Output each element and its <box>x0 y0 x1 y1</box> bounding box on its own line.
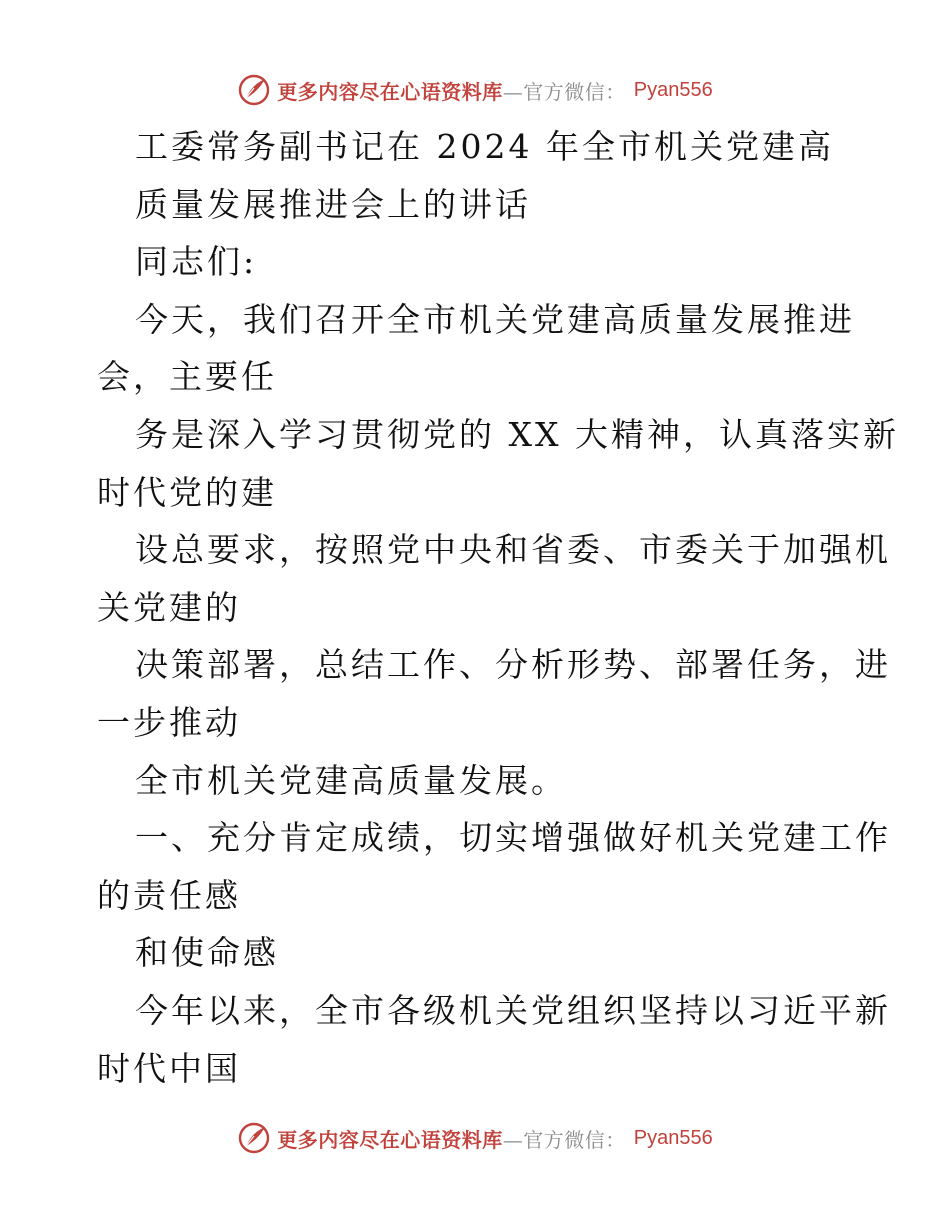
feather-pen-logo-icon <box>237 73 271 107</box>
paragraph-line: 时代中国 <box>97 1048 241 1088</box>
paragraph-line: 设总要求，按照党中央和省委、市委关于加强机 <box>135 530 891 570</box>
section-heading-line: 一、充分肯定成绩，切实增强做好机关党建工作 <box>135 818 891 858</box>
paragraph-line: 会，主要任 <box>97 357 277 397</box>
paragraph-line: 全市机关党建高质量发展。 <box>135 760 567 800</box>
title-line-2: 质量发展推进会上的讲话 <box>135 184 531 224</box>
title-line-1: 工委常务副书记在 2024 年全市机关党建高 <box>135 127 834 166</box>
paragraph-line: 今年以来，全市各级机关党组织坚持以习近平新 <box>135 990 891 1030</box>
section-heading-line: 和使命感 <box>135 933 279 973</box>
watermark-site-name: 更多内容尽在心语资料库 <box>277 79 503 104</box>
watermark-site-name: 更多内容尽在心语资料库 <box>277 1127 503 1152</box>
watermark-wechat-id: Pyan556 <box>633 78 713 101</box>
watermark-wechat-label: —官方微信： <box>502 1127 626 1152</box>
paragraph-line: 今天，我们召开全市机关党建高质量发展推进 <box>135 299 855 339</box>
salutation: 同志们: <box>135 242 258 282</box>
watermark-wechat-id: Pyan556 <box>633 1126 713 1149</box>
document-body <box>97 118 899 1097</box>
watermark-text <box>277 1124 626 1153</box>
paragraph-line: 关党建的 <box>97 587 241 627</box>
paragraph-line: 决策部署，总结工作、分析形势、部署任务，进 <box>135 645 891 685</box>
watermark-text <box>277 76 626 105</box>
header-watermark <box>0 70 950 110</box>
paragraph-line: 一步推动 <box>97 702 241 742</box>
section-heading-line: 的责任感 <box>97 875 241 915</box>
paragraph-line: 时代党的建 <box>97 472 277 512</box>
watermark-wechat-label: —官方微信： <box>502 79 626 104</box>
feather-pen-logo-icon <box>237 1121 271 1155</box>
paragraph-line: 务是深入学习贯彻党的 XX 大精神，认真落实新 <box>135 414 899 454</box>
footer-watermark <box>0 1118 950 1158</box>
